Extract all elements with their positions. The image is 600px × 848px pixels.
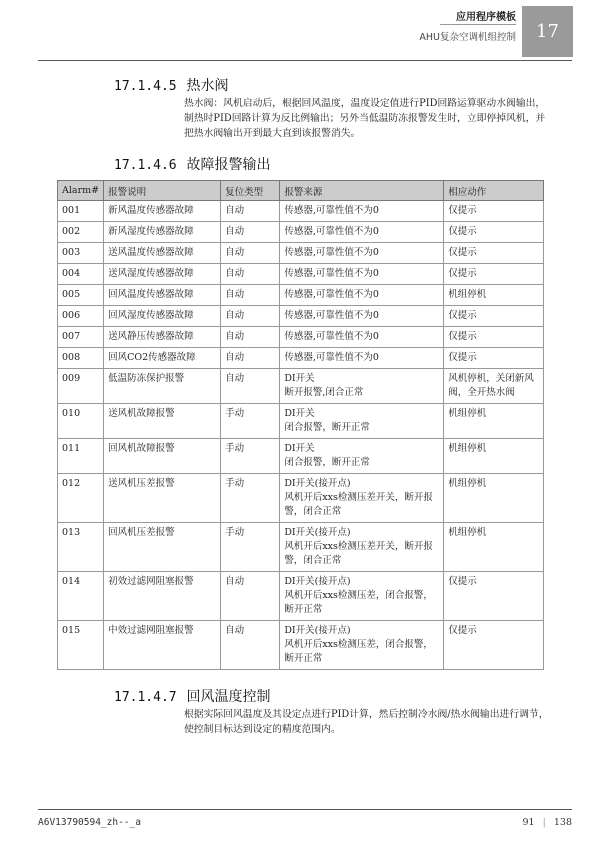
cell-alarm-number: 003 (58, 243, 104, 264)
source-line: DI开关 (284, 373, 315, 384)
cell-alarm-description: 新风湿度传感器故障 (104, 222, 221, 243)
header-response-action: 相应动作 (444, 181, 544, 201)
source-line: 闭合报警，断开正常 (284, 422, 370, 433)
action-line: 仅提示 (448, 205, 477, 216)
table-row (58, 523, 544, 572)
section-number: 17.1.4.7 (114, 690, 177, 705)
cell-alarm-source (280, 474, 444, 523)
source-line: DI开关(接开点) (284, 478, 351, 489)
cell-reset-type: 自动 (221, 621, 280, 670)
action-line: 风机停机，关闭新风 (448, 373, 534, 384)
source-line: 传感器,可靠性值不为0 (284, 310, 379, 321)
cell-alarm-number: 015 (58, 621, 104, 670)
action-line: 机组停机 (448, 527, 487, 538)
cell-response-action (444, 439, 544, 474)
cell-alarm-source (280, 621, 444, 670)
table-row (58, 348, 544, 369)
page-total: 138 (553, 817, 572, 828)
cell-alarm-description: 回风湿度传感器故障 (104, 306, 221, 327)
cell-alarm-description: 送风静压传感器故障 (104, 327, 221, 348)
cell-alarm-source (280, 306, 444, 327)
cell-response-action (444, 222, 544, 243)
section-title: 回风温度控制 (186, 689, 271, 705)
action-line: 机组停机 (448, 443, 487, 454)
section-heading-hot-water-valve (114, 75, 228, 95)
page-number: 91 (522, 817, 535, 828)
cell-reset-type: 手动 (221, 474, 280, 523)
cell-alarm-description: 送风湿度传感器故障 (104, 264, 221, 285)
cell-response-action (444, 404, 544, 439)
cell-reset-type: 自动 (221, 285, 280, 306)
source-line: DI开关(接开点) (284, 576, 351, 587)
cell-alarm-source (280, 201, 444, 222)
cell-reset-type: 自动 (221, 222, 280, 243)
cell-reset-type: 自动 (221, 264, 280, 285)
source-line: 传感器,可靠性值不为0 (284, 205, 379, 216)
table-row (58, 201, 544, 222)
paragraph-line: 根据实际回风温度及其设定点进行PID计算，然后控制冷水阀/热水阀输出进行调节， (184, 709, 549, 720)
cell-response-action (444, 621, 544, 670)
paragraph-line: 把热水阀输出开到最大直到该报警消失。 (184, 128, 361, 139)
cell-alarm-source (280, 243, 444, 264)
source-line: 闭合报警，断开正常 (284, 457, 370, 468)
cell-reset-type: 手动 (221, 523, 280, 572)
alarm-table (57, 180, 544, 670)
table-header-row (58, 181, 544, 201)
source-line: 断开报警,闭合正常 (284, 387, 364, 398)
source-line: 传感器,可靠性值不为0 (284, 268, 379, 279)
paragraph-line: 制热时PID回路计算为反比例输出；另外当低温防冻报警发生时，立即停掉风机，并 (184, 113, 546, 124)
cell-reset-type: 自动 (221, 243, 280, 264)
section-number: 17.1.4.6 (114, 158, 177, 173)
action-line: 仅提示 (448, 576, 477, 587)
table-row (58, 306, 544, 327)
cell-alarm-number: 005 (58, 285, 104, 306)
cell-response-action (444, 264, 544, 285)
action-line: 仅提示 (448, 352, 477, 363)
cell-response-action (444, 306, 544, 327)
action-line: 仅提示 (448, 247, 477, 258)
table-row (58, 474, 544, 523)
header-alarm-description: 报警说明 (104, 181, 221, 201)
section-heading-fault-alarm (114, 154, 270, 174)
bottom-rule (38, 809, 572, 810)
table-row (58, 404, 544, 439)
cell-alarm-source (280, 222, 444, 243)
table-row (58, 439, 544, 474)
cell-alarm-source (280, 327, 444, 348)
cell-alarm-source (280, 572, 444, 621)
cell-response-action (444, 285, 544, 306)
cell-alarm-number: 013 (58, 523, 104, 572)
source-line: 风机开后xxs检测压差，闭合报警， (284, 639, 433, 650)
source-line: 断开正常 (284, 653, 323, 664)
cell-reset-type: 自动 (221, 306, 280, 327)
cell-reset-type: 自动 (221, 572, 280, 621)
table-row (58, 243, 544, 264)
source-line: 传感器,可靠性值不为0 (284, 289, 379, 300)
cell-response-action (444, 474, 544, 523)
source-line: DI开关 (284, 443, 315, 454)
table-row (58, 285, 544, 306)
header-reset-type: 复位类型 (221, 181, 280, 201)
cell-alarm-description: 新风温度传感器故障 (104, 201, 221, 222)
source-line: 传感器,可靠性值不为0 (284, 352, 379, 363)
cell-alarm-source (280, 264, 444, 285)
action-line: 机组停机 (448, 408, 487, 419)
action-line: 机组停机 (448, 478, 487, 489)
cell-response-action (444, 523, 544, 572)
paragraph-line: 使控制目标达到设定的精度范围内。 (184, 724, 341, 735)
cell-response-action (444, 572, 544, 621)
section-paragraph-return-air-temp (184, 707, 568, 737)
cell-alarm-description: 回风机故障报警 (104, 439, 221, 474)
cell-alarm-number: 001 (58, 201, 104, 222)
section-title: 热水阀 (186, 78, 229, 94)
cell-alarm-source (280, 369, 444, 404)
cell-alarm-number: 006 (58, 306, 104, 327)
source-line: DI开关(接开点) (284, 527, 351, 538)
cell-reset-type: 手动 (221, 439, 280, 474)
cell-alarm-description: 送风温度传感器故障 (104, 243, 221, 264)
action-line: 阀，全开热水阀 (448, 387, 515, 398)
section-title: 故障报警输出 (186, 157, 271, 173)
cell-alarm-number: 011 (58, 439, 104, 474)
top-rule (38, 60, 572, 61)
source-line: 警，闭合正常 (284, 506, 342, 517)
table-row (58, 264, 544, 285)
cell-reset-type: 自动 (221, 327, 280, 348)
cell-alarm-number: 010 (58, 404, 104, 439)
cell-alarm-description: 送风机压差报警 (104, 474, 221, 523)
paragraph-line: 热水阀：风机启动后，根据回风温度，温度设定值进行PID回路运算驱动水阀输出， (184, 98, 546, 109)
action-line: 仅提示 (448, 226, 477, 237)
cell-alarm-number: 008 (58, 348, 104, 369)
source-line: DI开关(接开点) (284, 625, 351, 636)
page-separator: | (542, 817, 546, 828)
cell-alarm-number: 012 (58, 474, 104, 523)
cell-alarm-number: 014 (58, 572, 104, 621)
cell-alarm-number: 009 (58, 369, 104, 404)
header-alarm-number: Alarm# (58, 181, 104, 201)
chapter-number-box: 17 (522, 6, 573, 57)
cell-alarm-number: 002 (58, 222, 104, 243)
source-line: 风机开后xxs检测压差，闭合报警， (284, 590, 433, 601)
source-line: DI开关 (284, 408, 315, 419)
header-divider (440, 24, 516, 25)
source-line: 传感器,可靠性值不为0 (284, 226, 379, 237)
source-line: 风机开后xxs检测压差开关，断开报 (284, 492, 433, 503)
section-heading-return-air-temp (114, 686, 270, 706)
section-number: 17.1.4.5 (114, 79, 177, 94)
table-row (58, 572, 544, 621)
cell-reset-type: 手动 (221, 404, 280, 439)
footer-doc-id: A6V13790594_zh--_a (38, 817, 141, 828)
table-row (58, 222, 544, 243)
cell-alarm-description: 回风温度传感器故障 (104, 285, 221, 306)
cell-reset-type: 自动 (221, 201, 280, 222)
cell-alarm-source (280, 348, 444, 369)
source-line: 风机开后xxs检测压差开关，断开报 (284, 541, 433, 552)
header-subtitle: AHU复杂空调机组控制 (419, 32, 516, 43)
source-line: 警，闭合正常 (284, 555, 342, 566)
cell-response-action (444, 369, 544, 404)
cell-response-action (444, 327, 544, 348)
header-alarm-source: 报警来源 (280, 181, 444, 201)
cell-alarm-number: 004 (58, 264, 104, 285)
source-line: 传感器,可靠性值不为0 (284, 247, 379, 258)
cell-alarm-description: 送风机故障报警 (104, 404, 221, 439)
action-line: 仅提示 (448, 310, 477, 321)
action-line: 仅提示 (448, 268, 477, 279)
cell-alarm-description: 中效过滤网阻塞报警 (104, 621, 221, 670)
action-line: 机组停机 (448, 289, 487, 300)
header-title: 应用程序模板 (456, 12, 516, 23)
action-line: 仅提示 (448, 331, 477, 342)
footer-page-info (523, 817, 573, 828)
source-line: 断开正常 (284, 604, 323, 615)
table-row (58, 621, 544, 670)
cell-alarm-number: 007 (58, 327, 104, 348)
cell-alarm-description: 回风机压差报警 (104, 523, 221, 572)
cell-alarm-source (280, 523, 444, 572)
cell-alarm-source (280, 285, 444, 306)
cell-alarm-description: 回风CO2传感器故障 (104, 348, 221, 369)
table-row (58, 327, 544, 348)
cell-response-action (444, 348, 544, 369)
action-line: 仅提示 (448, 625, 477, 636)
cell-alarm-source (280, 439, 444, 474)
cell-reset-type: 自动 (221, 348, 280, 369)
cell-reset-type: 自动 (221, 369, 280, 404)
source-line: 传感器,可靠性值不为0 (284, 331, 379, 342)
cell-alarm-source (280, 404, 444, 439)
cell-alarm-description: 低温防冻保护报警 (104, 369, 221, 404)
cell-response-action (444, 243, 544, 264)
table-row (58, 369, 544, 404)
cell-response-action (444, 201, 544, 222)
cell-alarm-description: 初效过滤网阻塞报警 (104, 572, 221, 621)
section-paragraph-hot-water-valve (184, 96, 568, 141)
